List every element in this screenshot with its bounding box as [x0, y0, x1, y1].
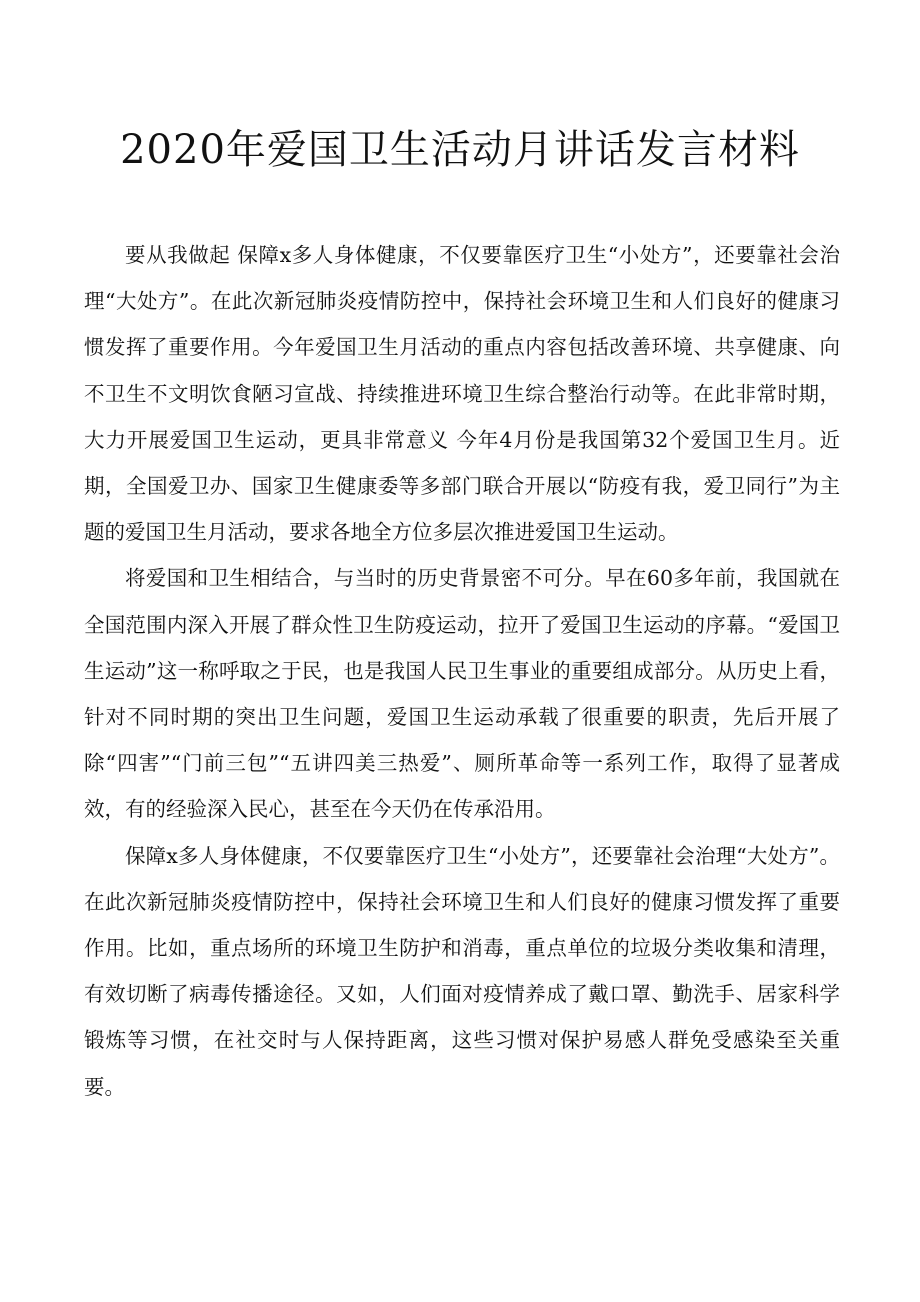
document-title: 2020年爱国卫生活动月讲话发言材料 [120, 127, 800, 173]
paragraph-1: 要从我做起 保障x多人身体健康，不仅要靠医疗卫生“小处方”，还要靠社会治理“大处方”。在此次新冠肺炎疫情防控中，保持社会环境卫生和人们良好的健康习惯发挥了重要作用。今年爱国卫生月活动的重点内容包括改善环境、共享健康、向不卫生不文明饮食陋习宣战、持续推进环境卫生综合整治行动等。在此非常时期，大力开展爱国卫生运动，更具非常意义 今年4月份是我国第32个爱国卫生月。近期，全国爱卫办、国家卫生健康委等多部门联合开展以“防疫有我，爱卫同行”为主题的爱国卫生月活动，要求各地全方位多层次推进爱国卫生运动。 [84, 243, 840, 545]
paragraph-2: 将爱国和卫生相结合，与当时的历史背景密不可分。早在60多年前，我国就在全国范围内深入开展了群众性卫生防疫运动，拉开了爱国卫生运动的序幕。“爱国卫生运动”这一称呼取之于民，也是我国人民卫生事业的重要组成部分。从历史上看，针对不同时期的突出卫生问题，爱国卫生运动承载了很重要的职责，先后开展了除“四害”“门前三包”“五讲四美三热爱”、厕所革命等一系列工作，取得了显著成效，有的经验深入民心，甚至在今天仍在传承沿用。 [84, 566, 840, 822]
document-body [84, 232, 840, 1110]
paragraph-3: 保障x多人身体健康，不仅要靠医疗卫生“小处方”，还要靠社会治理“大处方”。在此次新冠肺炎疫情防控中，保持社会环境卫生和人们良好的健康习惯发挥了重要作用。比如，重点场所的环境卫生防护和消毒，重点单位的垃圾分类收集和清理，有效切断了病毒传播途径。又如，人们面对疫情养成了戴口罩、勤洗手、居家科学锻炼等习惯，在社交时与人保持距离，这些习惯对保护易感人群免受感染至关重要。 [84, 843, 840, 1099]
